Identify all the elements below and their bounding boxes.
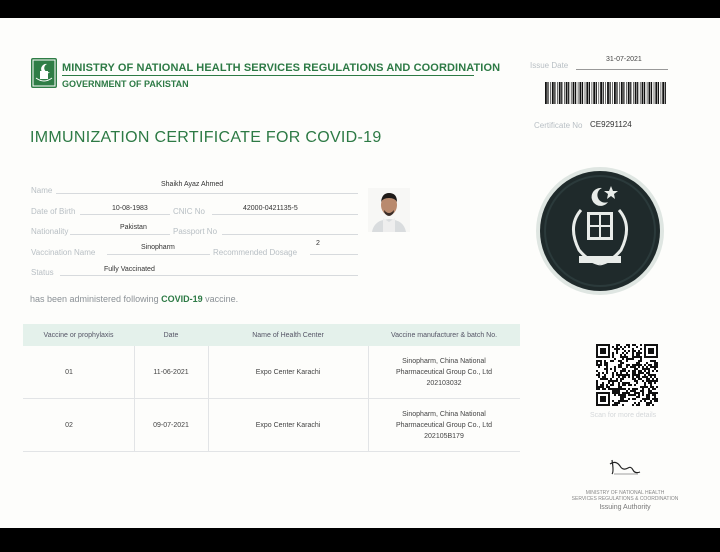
column-divider [368,346,369,451]
recommended-dosage-value: 2 [316,240,320,247]
dose-date: 11-06-2021 [153,368,189,376]
column-header-manufacturer: Vaccine manufacturer & batch No. [368,324,520,346]
ministry-name: MINISTRY OF NATIONAL HEALTH SERVICES REGULATIONS AND COORDINATION [62,62,501,74]
column-header-vaccine: Vaccine or prophylaxis [23,324,135,346]
manufacturer-line: Pharmaceutical Group Co., Ltd [395,421,493,429]
recommended-dosage-label: Recommended Dosage [213,248,298,257]
column-divider [208,346,209,451]
manufacturer-line: Sinopharm, China National [402,410,486,418]
official-seal-icon [535,166,665,296]
dob-underline [80,214,170,215]
administered-statement: has been administered following COVID-19 vaccine. [30,294,239,304]
signature-icon [608,454,642,478]
name-value: Shaikh Ayaz Ahmed [161,181,224,188]
nationality-label: Nationality [31,227,69,236]
nationality-value: Pakistan [120,224,147,231]
batch-number: 202103032 [426,379,462,387]
column-header-date: Date [134,324,209,346]
vaccination-name-underline [107,254,210,255]
issue-date-label: Issue Date [530,61,569,70]
dose-date: 09-07-2021 [153,421,189,429]
vaccination-name-label: Vaccination Name [31,248,96,257]
qr-caption: Scan for more details [590,412,657,419]
column-header-center: Name of Health Center [208,324,369,346]
barcode [545,82,667,104]
issue-date-value: 31-07-2021 [606,56,642,63]
issuing-ministry: MINISTRY OF NATIONAL HEALTH SERVICES REGULATIONS & COORDINATION [571,490,679,502]
health-center: Expo Center Karachi [255,368,321,376]
certificate-number-label: Certificate No [534,121,583,130]
passport-label: Passport No [173,227,218,236]
batch-number: 202105B179 [424,432,464,440]
government-emblem-icon [31,58,57,88]
issue-date-underline [576,69,668,70]
government-name: GOVERNMENT OF PAKISTAN [62,79,189,89]
manufacturer-batch [368,346,520,398]
dosage-underline [310,254,358,255]
status-underline [60,275,358,276]
dob-value: 10-08-1983 [112,205,148,212]
status-label: Status [31,268,54,277]
holder-photo [368,188,410,232]
name-underline [56,193,358,194]
table-row [23,346,520,399]
table-row [23,399,520,452]
manufacturer-line: Pharmaceutical Group Co., Ltd [395,368,493,376]
qr-code[interactable] [596,344,658,406]
certificate-number-value: CE9291124 [590,120,632,129]
certificate-page [0,18,720,528]
cnic-label: CNIC No [173,207,206,216]
dose-number: 02 [65,421,73,429]
manufacturer-batch [368,399,520,451]
dob-label: Date of Birth [31,207,76,216]
name-label: Name [31,186,53,195]
nationality-underline [70,234,170,235]
certificate-title: IMMUNIZATION CERTIFICATE FOR COVID-19 [30,129,382,146]
status-value: Fully Vaccinated [104,266,155,273]
vaccination-name-value: Sinopharm [141,244,175,251]
passport-underline [222,234,358,235]
cnic-underline [212,214,358,215]
cnic-value: 42000-0421135-5 [243,205,298,212]
health-center: Expo Center Karachi [255,421,321,429]
column-divider [134,346,135,451]
manufacturer-line: Sinopharm, China National [402,357,486,365]
dose-number: 01 [65,368,73,376]
issuing-authority-label: Issuing Authority [599,504,651,511]
header-divider [62,75,474,76]
